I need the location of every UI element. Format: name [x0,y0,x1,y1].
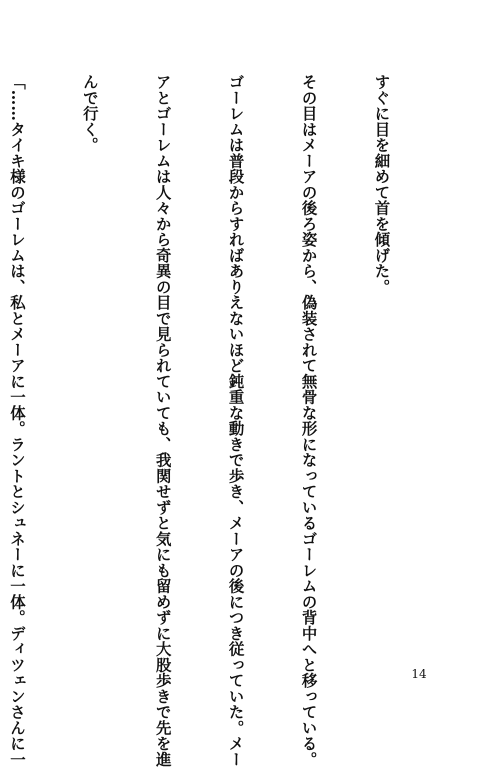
text-line: 「……タイキ様のゴーレムは、私とメーアに一体。ラントとシュネーに一体。ディツェンさんに一 [7,74,26,767]
text-line: その目はメーアの後ろ姿から、偽装されて無骨な形になっているゴーレムの背中へと移っている。 [299,74,318,767]
text-line: アとゴーレムは人々から奇異の目で見られていても、我関せずと気にも留めずに大股歩きで先を進 [153,74,172,767]
text-line: ゴーレムは普段からすればありえないほど鈍重な動きで歩き、メーアの後につき従っていた。メー [226,74,245,767]
text-line: すぐに目を細めて首を傾げた。 [372,74,391,295]
page-number: 14 [411,667,427,681]
text-line: んで行く。 [80,74,99,153]
